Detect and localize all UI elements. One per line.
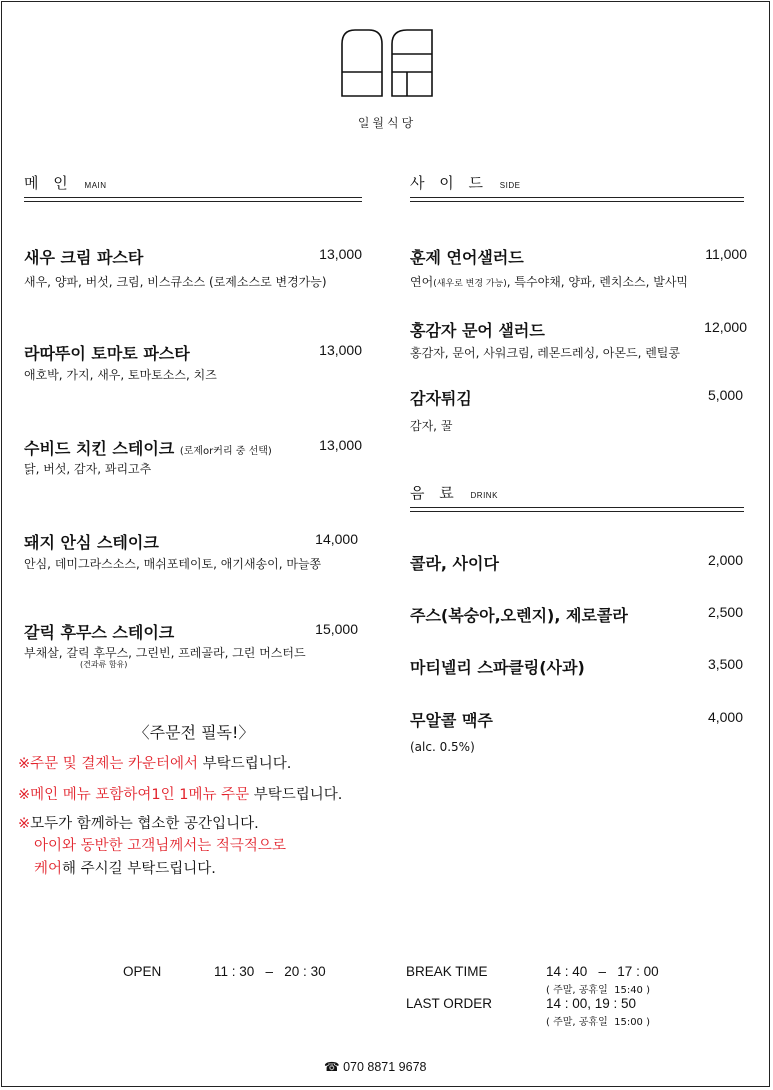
main-item-subnote: (견과류 함유) xyxy=(80,660,128,669)
main-title-ko: 메 인 xyxy=(24,174,73,192)
side-item-desc: 홍감자, 문어, 사워크림, 레몬드레싱, 아몬드, 렌틸콩 xyxy=(410,346,680,360)
brand-name: 일월식당 xyxy=(357,116,417,130)
notice-text: 부탁드립니다. xyxy=(249,787,343,803)
drink-title-ko: 음 료 xyxy=(410,484,459,502)
notice-line xyxy=(18,783,342,804)
side-item-desc xyxy=(410,273,688,290)
drink-item-name: 마티넬리 스파클링(사과) xyxy=(410,658,585,677)
break-time-weekend-note: ( 주말, 공휴일 15:40 ) xyxy=(546,985,650,996)
notice-line xyxy=(18,752,291,773)
main-item-desc: 닭, 버섯, 감자, 꽈리고추 xyxy=(24,462,152,476)
phone-number: 070 8871 9678 xyxy=(343,1060,427,1074)
side-item-desc-b: , 특수야채, 양파, 렌치소스, 발사믹 xyxy=(506,275,689,289)
notice-mark: ※ xyxy=(18,816,31,832)
drink-item-name: 주스(복숭아,오렌지), 제로콜라 xyxy=(410,606,628,625)
drink-title-en: DRINK xyxy=(470,491,498,500)
side-item-name: 홍감자 문어 샐러드 xyxy=(410,321,545,340)
side-item-name: 감자튀김 xyxy=(410,389,472,408)
open-time: 11 : 30 – 20 : 30 xyxy=(214,964,326,979)
break-time-value: 14 : 40 – 17 : 00 xyxy=(546,964,659,979)
drink-item-price: 3,500 xyxy=(707,656,743,672)
side-title-en: SIDE xyxy=(499,181,521,190)
phone-icon: ☎ xyxy=(324,1060,340,1074)
main-item-note: (로제or커리 중 선택) xyxy=(179,446,272,457)
main-item-desc: 새우, 양파, 버섯, 크림, 비스큐소스 (로제소스로 변경가능) xyxy=(24,275,327,289)
break-time-label: BREAK TIME xyxy=(406,964,488,979)
last-order-weekend-note: ( 주말, 공휴일 15:00 ) xyxy=(546,1017,650,1028)
side-item-price: 5,000 xyxy=(707,387,743,403)
notice-text: 모두가 함께하는 협소한 공간입니다. xyxy=(30,816,259,832)
main-item-name-text: 수비드 치킨 스테이크 xyxy=(24,439,175,458)
drink-item-price: 2,500 xyxy=(707,604,743,620)
notice-highlight: 메인 메뉴 포함하여1인 1메뉴 주문 xyxy=(30,787,250,803)
drink-section-title xyxy=(410,482,498,503)
main-item-price: 15,000 xyxy=(315,621,358,637)
side-item-desc: 감자, 꿀 xyxy=(410,419,453,433)
notice-text: 부탁드립니다. xyxy=(198,756,292,772)
main-item-desc: 안심, 데미그라스소스, 매쉬포테이토, 애기새송이, 마늘쫑 xyxy=(24,557,322,571)
drink-item-price: 2,000 xyxy=(707,552,743,568)
main-title-en: MAIN xyxy=(84,181,107,190)
drink-divider xyxy=(410,507,744,512)
main-item-desc: 부채살, 갈릭 후무스, 그린빈, 프레골라, 그린 머스터드 xyxy=(24,646,306,660)
notice-text: 해 주시길 부탁드립니다. xyxy=(62,861,216,877)
side-item-desc-small: (새우로 변경 가능) xyxy=(433,279,507,289)
main-item-name: 갈릭 후무스 스테이크 xyxy=(24,623,175,642)
notice-mark: ※ xyxy=(18,756,31,772)
drink-item-price: 4,000 xyxy=(707,709,743,725)
side-divider xyxy=(410,197,744,202)
main-item-price: 14,000 xyxy=(315,531,358,547)
drink-item-name: 콜라, 사이다 xyxy=(410,554,499,573)
notice-line-highlight: 아이와 동반한 고객님께서는 적극적으로 xyxy=(34,838,286,854)
last-order-value: 14 : 00, 19 : 50 xyxy=(546,996,637,1011)
main-item-price: 13,000 xyxy=(319,246,362,262)
notice-line xyxy=(34,857,216,878)
side-item-name: 훈제 연어샐러드 xyxy=(410,248,524,267)
open-label: OPEN xyxy=(123,964,162,979)
notice-title: 〈주문전 필독!〉 xyxy=(133,723,255,742)
last-order-label: LAST ORDER xyxy=(406,996,493,1011)
drink-item-name: 무알콜 맥주 xyxy=(410,711,493,730)
side-item-desc-a: 연어 xyxy=(410,275,434,289)
main-item-price: 13,000 xyxy=(319,437,362,453)
main-item-name: 라따뚜이 토마토 파스타 xyxy=(24,344,190,363)
side-item-price: 12,000 xyxy=(704,319,747,335)
main-item-price: 13,000 xyxy=(319,342,362,358)
main-divider xyxy=(24,197,362,202)
main-item-name: 새우 크림 파스타 xyxy=(24,248,144,267)
notice-highlight: 주문 및 결제는 카운터에서 xyxy=(30,756,199,772)
phone-line xyxy=(324,1059,426,1074)
notice-highlight: 케어 xyxy=(34,861,63,877)
side-section-title xyxy=(410,172,520,193)
side-title-ko: 사 이 드 xyxy=(410,174,489,192)
drink-item-desc: (alc. 0.5%) xyxy=(410,740,475,754)
main-item-desc: 애호박, 가지, 새우, 토마토소스, 치즈 xyxy=(24,368,217,382)
main-section-title xyxy=(24,172,107,193)
notice-line xyxy=(18,812,259,833)
main-item-name xyxy=(24,436,272,459)
side-item-price: 11,000 xyxy=(705,246,747,262)
main-item-name: 돼지 안심 스테이크 xyxy=(24,533,159,552)
notice-mark: ※ xyxy=(18,787,31,803)
